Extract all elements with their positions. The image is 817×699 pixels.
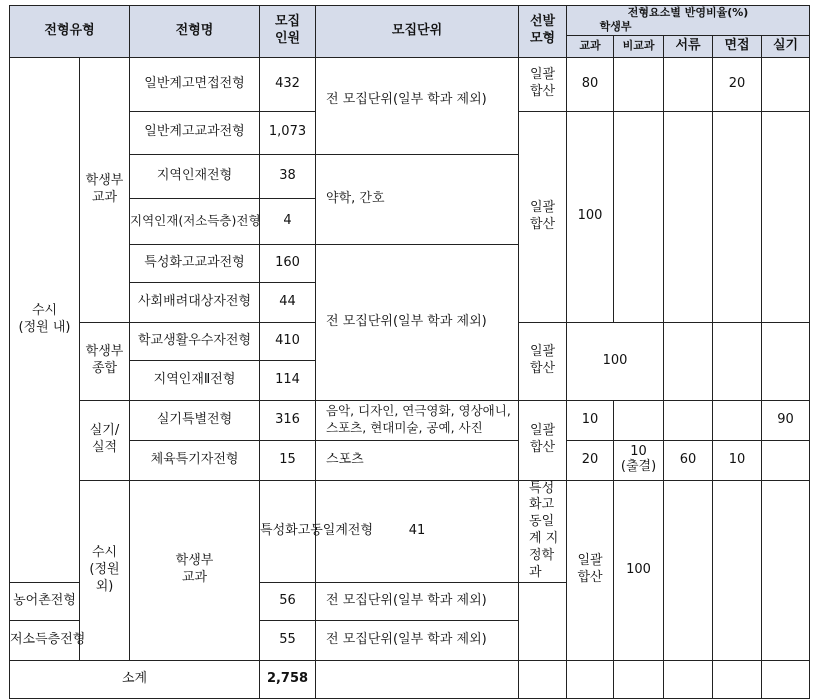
- total-practical: [762, 660, 810, 698]
- ratio-documents: [664, 322, 713, 400]
- header-subject: 교과: [567, 35, 614, 57]
- total-label: 소계: [10, 660, 260, 698]
- ratio-practical: [762, 111, 810, 322]
- subcategory-hakbu-comprehensive: 학생부 종합: [80, 322, 130, 400]
- row-method: 일괄 합산: [519, 322, 567, 400]
- row-name: 농어촌전형: [10, 582, 80, 620]
- header-hakbu: 학생부: [599, 20, 632, 34]
- row-unit: 전 모집단위(일부 학과 제외): [316, 582, 519, 620]
- total-method: [519, 660, 567, 698]
- admission-table: [9, 5, 810, 699]
- subcategory-hakbu-subject: 학생부 교과: [80, 57, 130, 322]
- ratio-nonsubject: [664, 480, 713, 660]
- header-unit: 모집단위: [316, 6, 519, 58]
- ratio-subject: 80: [567, 57, 614, 111]
- ratio-interview: [713, 400, 762, 440]
- ratio-nonsubject: 10 (출결): [614, 440, 664, 480]
- row-name: 지역인재(저소득층)전형: [130, 198, 260, 244]
- row-quota: 432: [260, 57, 316, 111]
- row-unit: 스포츠: [316, 440, 519, 480]
- ratio-subject: 100: [567, 111, 614, 322]
- row-quota: 1,073: [260, 111, 316, 154]
- ratio-interview: [762, 480, 810, 660]
- header-ratio: [567, 6, 810, 36]
- row-quota: 55: [260, 620, 316, 660]
- ratio-practical: 90: [762, 400, 810, 440]
- category-susi-out: 수시 (정원 외): [80, 480, 130, 660]
- ratio-documents: [664, 57, 713, 111]
- ratio-nonsubject: [614, 111, 664, 322]
- header-method: 선발 모형: [519, 6, 567, 58]
- row-quota: 114: [260, 360, 316, 400]
- row-quota: 4: [260, 198, 316, 244]
- table-row: [10, 57, 810, 111]
- row-method: 일괄 합산: [567, 480, 614, 660]
- total-unit: [316, 660, 519, 698]
- header-nonsubject: 비교과: [614, 35, 664, 57]
- ratio-nonsubject: [614, 400, 664, 440]
- row-method: 일괄 합산: [519, 400, 567, 480]
- row-name: 체육특기자전형: [130, 440, 260, 480]
- ratio-subject: 10: [567, 400, 614, 440]
- row-quota: 410: [260, 322, 316, 360]
- ratio-interview: 10: [713, 440, 762, 480]
- table-row: [10, 480, 810, 582]
- row-unit: 전 모집단위(일부 학과 제외): [316, 620, 519, 660]
- row-name: 지역인재전형: [130, 154, 260, 198]
- subcategory-practical: 실기/ 실적: [80, 400, 130, 480]
- row-method: 일괄 합산: [519, 111, 567, 322]
- ratio-interview: 20: [713, 57, 762, 111]
- row-quota: 15: [260, 440, 316, 480]
- row-unit: 전 모집단위(일부 학과 제외): [316, 244, 519, 400]
- header-interview: 면접: [713, 35, 762, 57]
- row-name: 저소득층전형: [10, 620, 80, 660]
- ratio-practical: [762, 322, 810, 400]
- ratio-practical: [762, 57, 810, 111]
- ratio-interview: [713, 111, 762, 322]
- row-quota: 160: [260, 244, 316, 282]
- header-name: 전형명: [130, 6, 260, 58]
- row-unit: 약학, 간호: [316, 154, 519, 244]
- ratio-subject: 100: [614, 480, 664, 660]
- row-unit: 특성화고 동일계 지정학과: [519, 480, 567, 582]
- total-quota: 2,758: [260, 660, 316, 698]
- total-nonsubject: [614, 660, 664, 698]
- ratio-documents: [713, 480, 762, 660]
- total-documents: [664, 660, 713, 698]
- row-name: 일반계고면접전형: [130, 57, 260, 111]
- ratio-interview: [713, 322, 762, 400]
- row-name: 실기특별전형: [130, 400, 260, 440]
- table-row: [10, 440, 810, 480]
- total-row: [10, 660, 810, 698]
- row-name: 지역인재Ⅱ전형: [130, 360, 260, 400]
- ratio-documents: [664, 111, 713, 322]
- header-practical: 실기: [762, 35, 810, 57]
- category-susi-in: 수시 (정원 내): [10, 57, 80, 582]
- row-method: 일괄 합산: [519, 57, 567, 111]
- row-name: 특성화고동일계전형: [260, 480, 316, 582]
- ratio-documents: 60: [664, 440, 713, 480]
- ratio-documents: [664, 400, 713, 440]
- row-unit: 전 모집단위(일부 학과 제외): [316, 57, 519, 154]
- ratio-practical: [762, 440, 810, 480]
- row-quota: 316: [260, 400, 316, 440]
- row-quota: 38: [260, 154, 316, 198]
- row-name: 사회배려대상자전형: [130, 282, 260, 322]
- row-name: 특성화고교과전형: [130, 244, 260, 282]
- header-type: 전형유형: [10, 6, 130, 58]
- row-name: 학교생활우수자전형: [130, 322, 260, 360]
- header-quota: 모집 인원: [260, 6, 316, 58]
- row-quota: 41: [316, 480, 519, 582]
- total-interview: [713, 660, 762, 698]
- table-row: [10, 400, 810, 440]
- ratio-nonsubject: [614, 57, 664, 111]
- ratio-hakbu-comprehensive: 100: [567, 322, 664, 400]
- row-name: 일반계고교과전형: [130, 111, 260, 154]
- total-subject: [567, 660, 614, 698]
- header-ratio-label: 전형요소별 반영비율(%): [627, 6, 749, 19]
- row-unit: 음악, 디자인, 연극영화, 영상애니, 스포츠, 현대미술, 공예, 사진: [316, 400, 519, 440]
- header-documents: 서류: [664, 35, 713, 57]
- ratio-subject: 20: [567, 440, 614, 480]
- row-quota: 56: [260, 582, 316, 620]
- row-quota: 44: [260, 282, 316, 322]
- subcategory-hakbu-subject-out: 학생부 교과: [130, 480, 260, 660]
